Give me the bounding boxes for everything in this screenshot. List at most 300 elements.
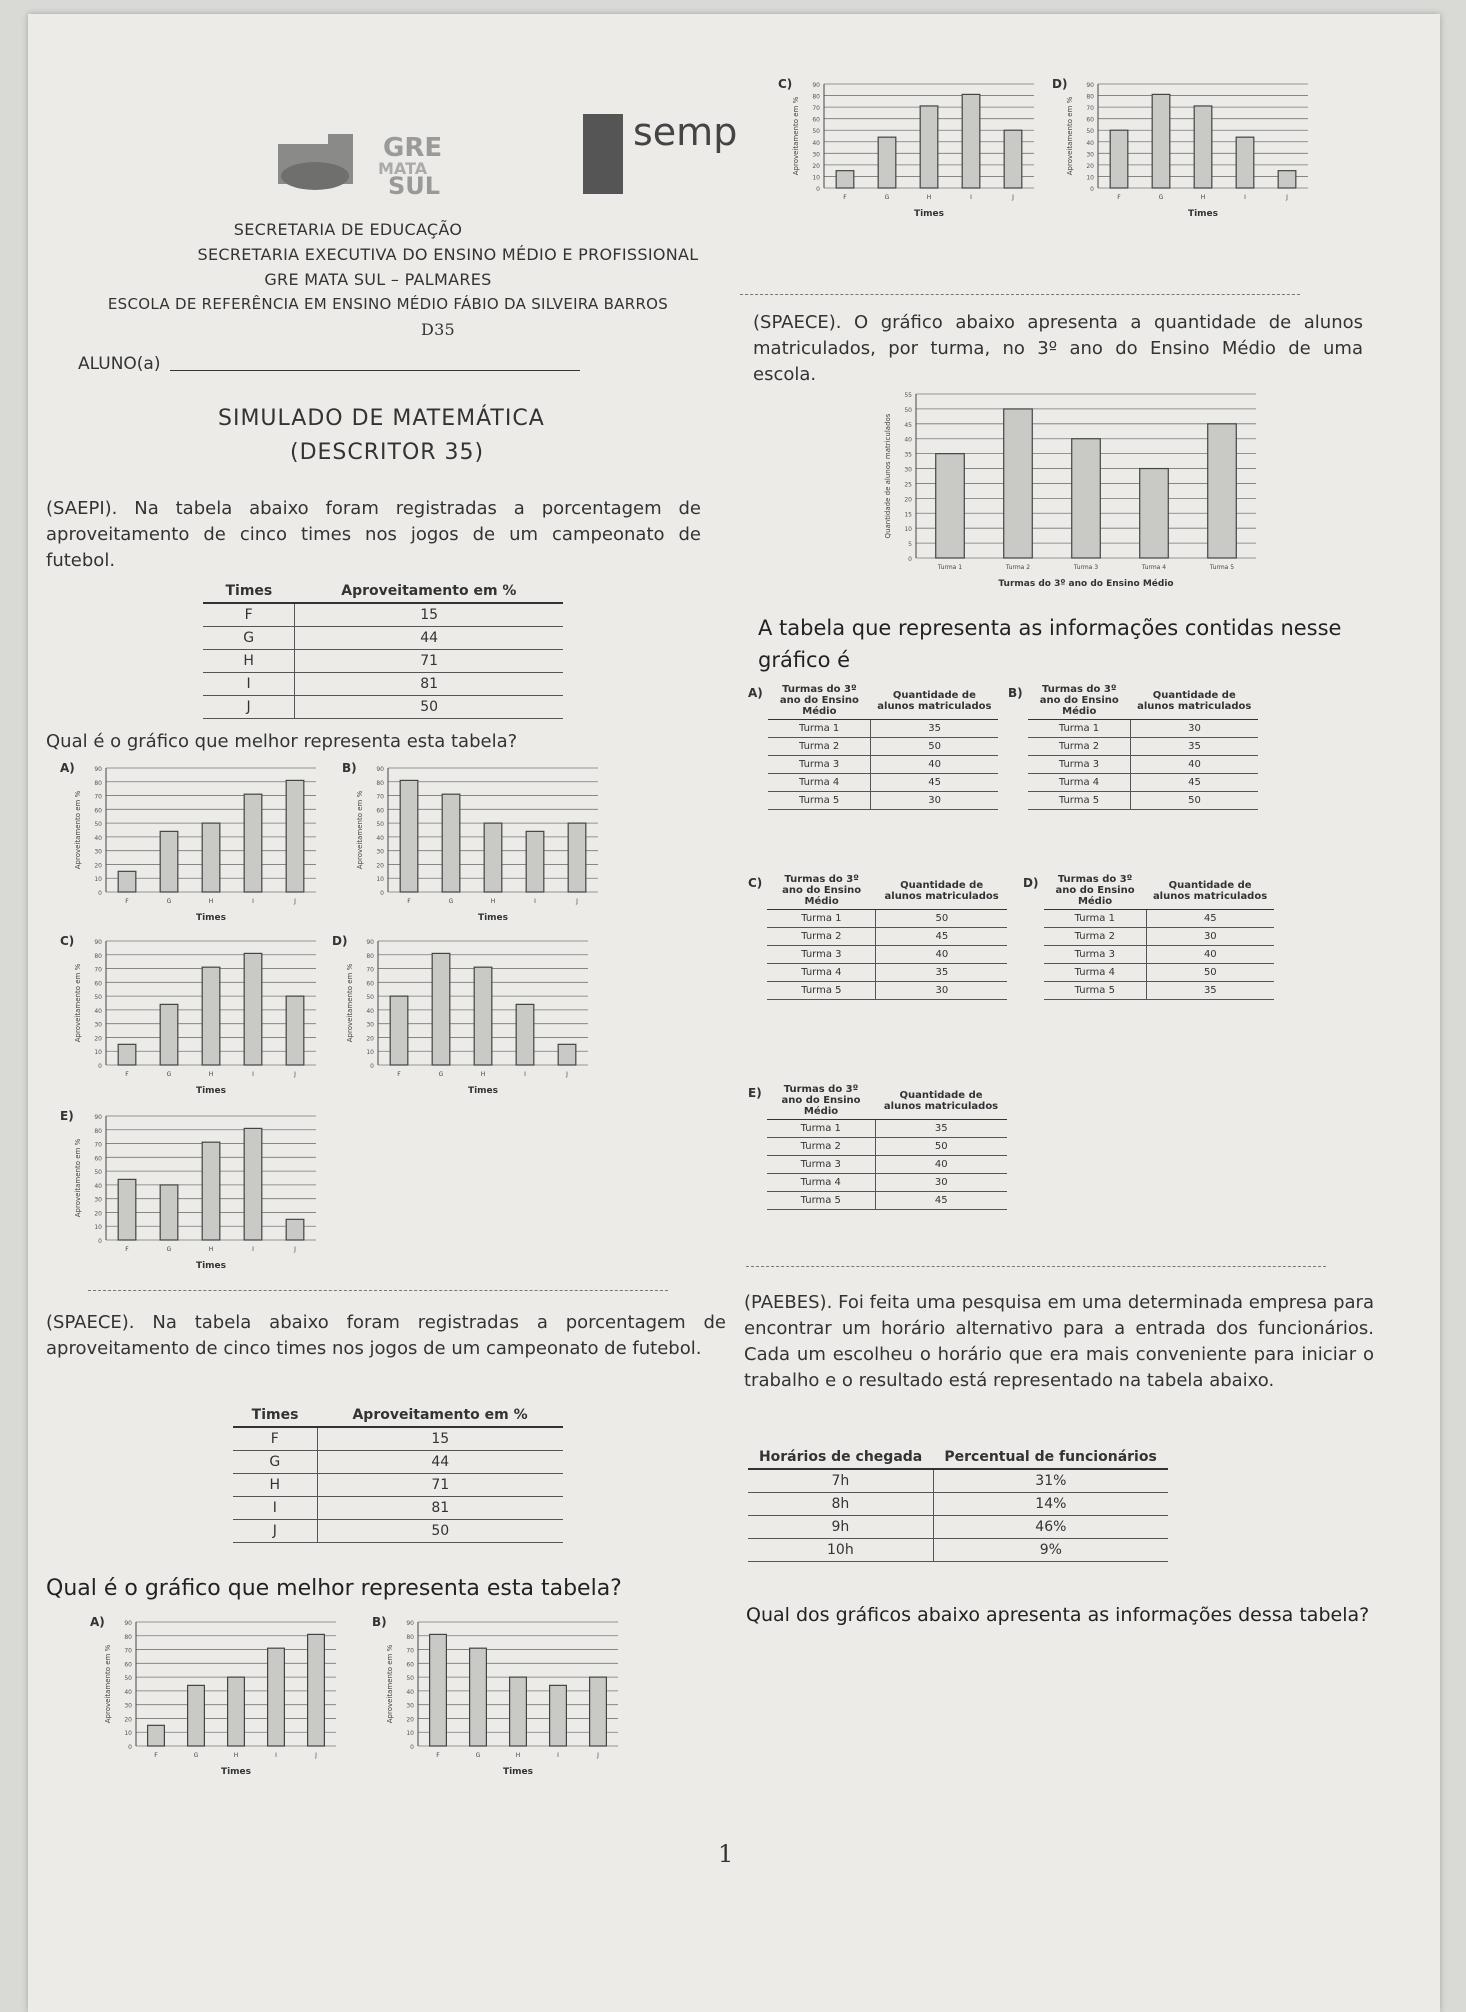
q2-option-a xyxy=(748,682,998,810)
x-tick-label: H xyxy=(208,1071,214,1078)
option-label: E) xyxy=(748,1086,762,1100)
y-tick-label: 60 xyxy=(124,1661,132,1669)
bar xyxy=(160,831,178,892)
logo-sul-text: SUL xyxy=(388,172,441,200)
y-tick-label: 90 xyxy=(406,1620,414,1627)
table-cell: Turma 3 xyxy=(1044,946,1147,964)
x-tick-label: J xyxy=(1012,194,1014,201)
y-tick-label: 90 xyxy=(94,939,102,946)
bar xyxy=(1208,424,1237,558)
table-cell: 15 xyxy=(295,603,563,627)
table-cell: H xyxy=(203,650,295,673)
table-cell: 10h xyxy=(748,1539,933,1562)
bar xyxy=(268,1648,285,1746)
table-cell: Turma 2 xyxy=(767,1138,876,1156)
y-tick-label: 20 xyxy=(94,1035,102,1043)
y-tick-label: 0 xyxy=(908,556,912,563)
bar xyxy=(286,1219,304,1240)
y-tick-label: 60 xyxy=(812,116,820,124)
table-cell: G xyxy=(233,1451,317,1474)
option-label: A) xyxy=(60,761,75,775)
x-tick-label: F xyxy=(125,1246,129,1253)
option-label: A) xyxy=(90,1615,105,1629)
q1-option-b-chart xyxy=(340,756,610,926)
table-header: Horários de chegada xyxy=(748,1446,933,1469)
y-tick-label: 90 xyxy=(1086,82,1094,89)
bar xyxy=(470,1648,487,1746)
q2-option-b xyxy=(1008,682,1258,810)
table-cell: 31% xyxy=(933,1469,1168,1493)
table-header: Times xyxy=(233,1404,317,1427)
table-header: Quantidade de alunos matriculados xyxy=(871,682,998,720)
x-tick-label: I xyxy=(252,1071,254,1078)
y-tick-label: 55 xyxy=(904,392,912,399)
bar xyxy=(244,794,262,892)
table-cell: Turma 1 xyxy=(767,910,876,928)
table-cell: 40 xyxy=(875,1156,1007,1174)
q2-top-d-chart xyxy=(1050,72,1320,222)
y-tick-label: 90 xyxy=(376,766,384,773)
q2-top-c-chart xyxy=(776,72,1046,222)
table-cell: 45 xyxy=(1147,910,1274,928)
option-label: B) xyxy=(342,761,357,775)
table-cell: 50 xyxy=(876,910,1008,928)
x-tick-label: J xyxy=(566,1071,568,1078)
table-cell: 30 xyxy=(876,982,1008,1000)
y-tick-label: 30 xyxy=(94,1021,102,1029)
y-tick-label: 20 xyxy=(1086,162,1094,170)
x-axis-label: Times xyxy=(220,1767,252,1777)
y-tick-label: 80 xyxy=(94,1127,102,1135)
y-tick-label: 20 xyxy=(376,862,384,870)
bar xyxy=(962,94,980,188)
q4-statement: (PAEBES). Foi feita uma pesquisa em uma determinada empresa para encontrar um horário alternativo para a entrada dos funcionários. Cada um escolheu o horário que era mais conveniente para iniciar o trabalho e o resultado está representado na tabela abaixo. xyxy=(744,1292,1374,1391)
x-tick-label: G xyxy=(166,898,172,905)
table-cell: Turma 4 xyxy=(1028,774,1131,792)
q1-option-c-chart xyxy=(58,929,328,1099)
table-cell: 35 xyxy=(871,720,998,738)
bar xyxy=(590,1677,607,1746)
gre-logo-graphic xyxy=(268,124,498,204)
x-axis-label: Turmas do 3º ano do Ensino Médio xyxy=(998,579,1174,589)
x-tick-label: F xyxy=(1117,194,1121,201)
y-tick-label: 45 xyxy=(904,421,912,429)
bar xyxy=(1004,130,1022,188)
y-tick-label: 10 xyxy=(904,526,912,534)
table-cell: 35 xyxy=(875,1120,1007,1138)
bar xyxy=(1110,130,1128,188)
q2-option-c xyxy=(748,872,1007,1000)
bar xyxy=(286,996,304,1065)
y-axis-label: Aproveitamento em % xyxy=(346,963,354,1043)
bar xyxy=(430,1634,447,1746)
table-cell: Turma 1 xyxy=(1028,720,1131,738)
y-tick-label: 10 xyxy=(366,1049,374,1057)
q1-option-a-chart xyxy=(58,756,328,926)
x-tick-label: G xyxy=(475,1752,481,1759)
table-cell: 50 xyxy=(295,696,563,719)
y-tick-label: 20 xyxy=(366,1035,374,1043)
bar xyxy=(308,1634,325,1746)
x-axis-label: Times xyxy=(1187,209,1219,219)
table-header: Turmas do 3º ano do Ensino Médio xyxy=(1044,872,1147,910)
q2-question: A tabela que representa as informações contidas nesse gráfico é xyxy=(758,616,1342,672)
x-tick-label: I xyxy=(1244,194,1246,201)
bar xyxy=(1004,409,1033,558)
x-tick-label: F xyxy=(407,898,411,905)
bar xyxy=(188,1685,205,1746)
x-tick-label: Turma 3 xyxy=(1073,564,1099,571)
x-tick-label: G xyxy=(884,194,890,201)
bar xyxy=(228,1677,245,1746)
table-cell: 71 xyxy=(317,1474,563,1497)
table-cell: 71 xyxy=(295,650,563,673)
x-tick-label: I xyxy=(275,1752,277,1759)
option-label: C) xyxy=(748,876,763,890)
table-cell: F xyxy=(203,603,295,627)
x-tick-label: G xyxy=(166,1246,172,1253)
table-cell: J xyxy=(203,696,295,719)
y-tick-label: 0 xyxy=(128,1744,132,1751)
descriptor-code: D35 xyxy=(420,320,456,339)
y-tick-label: 30 xyxy=(904,466,912,474)
table-cell: 35 xyxy=(1131,738,1258,756)
y-tick-label: 0 xyxy=(1090,186,1094,193)
x-tick-label: F xyxy=(125,1071,129,1078)
bar xyxy=(432,953,450,1065)
table-cell: 40 xyxy=(1147,946,1274,964)
y-tick-label: 10 xyxy=(94,1224,102,1232)
y-tick-label: 50 xyxy=(812,128,820,136)
y-tick-label: 80 xyxy=(94,952,102,960)
table-cell: 45 xyxy=(876,928,1008,946)
bar xyxy=(1278,171,1296,188)
y-tick-label: 30 xyxy=(1086,151,1094,159)
bar xyxy=(484,823,502,892)
table-cell: Turma 5 xyxy=(767,1192,876,1210)
x-tick-label: H xyxy=(490,898,496,905)
y-tick-label: 80 xyxy=(366,952,374,960)
x-tick-label: G xyxy=(1158,194,1164,201)
bar xyxy=(936,454,965,558)
x-tick-label: Turma 2 xyxy=(1005,564,1031,571)
x-tick-label: G xyxy=(166,1071,172,1078)
x-tick-label: J xyxy=(294,898,296,905)
bar xyxy=(244,953,262,1065)
y-tick-label: 20 xyxy=(406,1716,414,1724)
table-header: Quantidade de alunos matriculados xyxy=(1147,872,1274,910)
x-tick-label: F xyxy=(843,194,847,201)
x-tick-label: J xyxy=(597,1752,599,1759)
y-tick-label: 80 xyxy=(1086,93,1094,101)
y-tick-label: 40 xyxy=(366,1007,374,1015)
bar xyxy=(118,1044,136,1065)
bar xyxy=(1194,106,1212,188)
y-tick-label: 5 xyxy=(908,541,912,549)
bar xyxy=(836,171,854,188)
bar xyxy=(160,1004,178,1065)
q2-option-e xyxy=(748,1082,1007,1210)
question-separator xyxy=(740,294,1300,295)
y-tick-label: 80 xyxy=(406,1633,414,1641)
bar xyxy=(1140,469,1169,558)
y-axis-label: Aproveitamento em % xyxy=(104,1644,112,1724)
x-tick-label: H xyxy=(208,1246,214,1253)
gre-mata-sul-logo xyxy=(268,124,498,204)
y-tick-label: 50 xyxy=(406,1675,414,1683)
y-tick-label: 20 xyxy=(904,496,912,504)
table-cell: 30 xyxy=(1131,720,1258,738)
x-tick-label: J xyxy=(1286,194,1288,201)
x-axis-label: Times xyxy=(502,1767,534,1777)
x-tick-label: I xyxy=(534,898,536,905)
y-axis-label: Quantidade de alunos matriculados xyxy=(884,413,892,539)
option-label: A) xyxy=(748,686,763,700)
table-header: Quantidade de alunos matriculados xyxy=(875,1082,1007,1120)
y-tick-label: 0 xyxy=(370,1063,374,1070)
y-axis-label: Aproveitamento em % xyxy=(1066,96,1074,176)
y-tick-label: 60 xyxy=(376,807,384,815)
bar xyxy=(202,1142,220,1240)
x-tick-label: F xyxy=(397,1071,401,1078)
table-cell: Turma 4 xyxy=(767,964,876,982)
option-label: D) xyxy=(1023,876,1039,890)
table-cell: Turma 2 xyxy=(1028,738,1131,756)
table-cell: H xyxy=(233,1474,317,1497)
y-tick-label: 30 xyxy=(812,151,820,159)
y-tick-label: 40 xyxy=(94,834,102,842)
aluno-name-line xyxy=(170,370,580,371)
q3-question: Qual é o gráfico que melhor representa esta tabela? xyxy=(46,1576,622,1601)
y-tick-label: 70 xyxy=(406,1647,414,1655)
bar xyxy=(118,871,136,892)
x-tick-label: H xyxy=(233,1752,239,1759)
table-cell: Turma 4 xyxy=(768,774,871,792)
option-label: C) xyxy=(778,77,793,91)
y-axis-label: Aproveitamento em % xyxy=(356,790,364,870)
table-cell: 8h xyxy=(748,1493,933,1516)
table-cell: Turma 1 xyxy=(768,720,871,738)
y-tick-label: 0 xyxy=(98,1063,102,1070)
y-tick-label: 10 xyxy=(376,876,384,884)
x-axis-label: Times xyxy=(477,913,509,923)
bar xyxy=(148,1725,165,1746)
q4-horarios-table xyxy=(748,1446,1168,1562)
y-tick-label: 70 xyxy=(366,966,374,974)
y-tick-label: 40 xyxy=(406,1688,414,1696)
y-tick-label: 40 xyxy=(94,1182,102,1190)
bar xyxy=(202,823,220,892)
bar xyxy=(558,1044,576,1065)
table-cell: G xyxy=(203,627,295,650)
table-cell: 46% xyxy=(933,1516,1168,1539)
table-cell: 9% xyxy=(933,1539,1168,1562)
y-tick-label: 10 xyxy=(812,174,820,182)
question-separator xyxy=(88,1290,668,1291)
x-tick-label: H xyxy=(1200,194,1206,201)
y-tick-label: 60 xyxy=(94,807,102,815)
table-header: Percentual de funcionários xyxy=(933,1446,1168,1469)
semp-logo-text: semp xyxy=(633,110,738,154)
x-tick-label: J xyxy=(294,1246,296,1253)
y-tick-label: 35 xyxy=(904,451,912,459)
y-axis-label: Aproveitamento em % xyxy=(792,96,800,176)
option-label: B) xyxy=(372,1615,387,1629)
bar xyxy=(550,1685,567,1746)
y-tick-label: 30 xyxy=(376,848,384,856)
y-tick-label: 15 xyxy=(904,511,912,519)
table-cell: 50 xyxy=(871,738,998,756)
y-tick-label: 80 xyxy=(376,779,384,787)
y-tick-label: 10 xyxy=(124,1730,132,1738)
x-tick-label: I xyxy=(970,194,972,201)
exam-subtitle: (DESCRITOR 35) xyxy=(290,440,485,465)
table-cell: 15 xyxy=(317,1427,563,1451)
table-cell: Turma 5 xyxy=(1044,982,1147,1000)
exam-page xyxy=(28,14,1440,2012)
y-tick-label: 10 xyxy=(406,1730,414,1738)
bar xyxy=(442,794,460,892)
x-tick-label: G xyxy=(193,1752,199,1759)
table-cell: Turma 2 xyxy=(767,928,876,946)
y-tick-label: 10 xyxy=(94,876,102,884)
y-tick-label: 70 xyxy=(94,793,102,801)
question-separator xyxy=(746,1266,1326,1267)
y-tick-label: 50 xyxy=(904,406,912,414)
table-cell: 30 xyxy=(1147,928,1274,946)
y-tick-label: 0 xyxy=(816,186,820,193)
y-tick-label: 25 xyxy=(904,481,912,489)
table-cell: F xyxy=(233,1427,317,1451)
y-tick-label: 50 xyxy=(124,1675,132,1683)
bar xyxy=(286,780,304,892)
aluno-label: ALUNO(a) xyxy=(78,354,161,374)
x-tick-label: I xyxy=(557,1752,559,1759)
bar xyxy=(118,1179,136,1240)
table-cell: 7h xyxy=(748,1469,933,1493)
table-cell: 44 xyxy=(295,627,563,650)
y-tick-label: 40 xyxy=(904,436,912,444)
q1-times-table xyxy=(203,580,563,719)
q2-option-d xyxy=(1023,872,1274,1000)
y-tick-label: 40 xyxy=(376,834,384,842)
y-tick-label: 60 xyxy=(94,980,102,988)
table-cell: 40 xyxy=(1131,756,1258,774)
table-cell: 50 xyxy=(317,1520,563,1543)
x-tick-label: J xyxy=(315,1752,317,1759)
y-tick-label: 80 xyxy=(124,1633,132,1641)
q3-option-b-chart xyxy=(370,1610,630,1780)
table-cell: 30 xyxy=(875,1174,1007,1192)
y-tick-label: 40 xyxy=(94,1007,102,1015)
y-tick-label: 70 xyxy=(376,793,384,801)
y-tick-label: 50 xyxy=(94,994,102,1002)
table-cell: 35 xyxy=(1147,982,1274,1000)
q2-statement: (SPAECE). O gráfico abaixo apresenta a quantidade de alunos matriculados, por turma, no 3º ano do Ensino Médio de uma escola. xyxy=(753,312,1363,385)
option-label: D) xyxy=(1052,77,1068,91)
y-tick-label: 0 xyxy=(380,890,384,897)
bar xyxy=(920,106,938,188)
x-tick-label: H xyxy=(208,898,214,905)
y-tick-label: 70 xyxy=(94,966,102,974)
bar xyxy=(1236,137,1254,188)
y-tick-label: 20 xyxy=(124,1716,132,1724)
table-header: Aproveitamento em % xyxy=(295,580,563,603)
table-cell: Turma 4 xyxy=(1044,964,1147,982)
y-axis-label: Aproveitamento em % xyxy=(386,1644,394,1724)
x-tick-label: I xyxy=(252,898,254,905)
table-header: Turmas do 3º ano do Ensino Médio xyxy=(1028,682,1131,720)
bar xyxy=(568,823,586,892)
table-cell: Turma 5 xyxy=(1028,792,1131,810)
x-tick-label: G xyxy=(438,1071,444,1078)
page-number: 1 xyxy=(718,1840,734,1868)
q4-question: Qual dos gráficos abaixo apresenta as informações dessa tabela? xyxy=(746,1604,1370,1626)
option-label: B) xyxy=(1008,686,1023,700)
x-tick-label: J xyxy=(294,1071,296,1078)
table-cell: Turma 1 xyxy=(1044,910,1147,928)
secretaria-line: SECRETARIA DE EDUCAÇÃO xyxy=(233,220,463,239)
table-cell: 9h xyxy=(748,1516,933,1539)
y-tick-label: 10 xyxy=(1086,174,1094,182)
y-tick-label: 40 xyxy=(1086,139,1094,147)
y-tick-label: 50 xyxy=(94,821,102,829)
y-tick-label: 20 xyxy=(94,1210,102,1218)
y-tick-label: 50 xyxy=(94,1169,102,1177)
y-axis-label: Aproveitamento em % xyxy=(74,790,82,870)
table-header: Turmas do 3º ano do Ensino Médio xyxy=(767,872,876,910)
table-cell: I xyxy=(233,1497,317,1520)
y-tick-label: 40 xyxy=(812,139,820,147)
table-cell: J xyxy=(233,1520,317,1543)
table-cell: Turma 5 xyxy=(768,792,871,810)
table-cell: 50 xyxy=(1147,964,1274,982)
table-cell: Turma 3 xyxy=(767,946,876,964)
q1-option-d-chart xyxy=(330,929,600,1099)
table-cell: Turma 2 xyxy=(768,738,871,756)
exam-title: SIMULADO DE MATEMÁTICA xyxy=(218,406,545,431)
table-cell: 81 xyxy=(317,1497,563,1520)
y-tick-label: 50 xyxy=(366,994,374,1002)
table-cell: 50 xyxy=(875,1138,1007,1156)
option-label: D) xyxy=(332,934,348,948)
table-cell: Turma 3 xyxy=(1028,756,1131,774)
bar xyxy=(1152,94,1170,188)
x-tick-label: H xyxy=(515,1752,521,1759)
y-tick-label: 60 xyxy=(406,1661,414,1669)
y-tick-label: 90 xyxy=(124,1620,132,1627)
table-cell: 50 xyxy=(1131,792,1258,810)
table-cell: Turma 1 xyxy=(767,1120,876,1138)
y-tick-label: 20 xyxy=(94,862,102,870)
x-tick-label: F xyxy=(154,1752,158,1759)
table-header: Aproveitamento em % xyxy=(317,1404,563,1427)
semp-logo-mark xyxy=(583,114,623,194)
table-cell: 45 xyxy=(1131,774,1258,792)
gre-line: GRE MATA SUL – PALMARES xyxy=(264,270,492,289)
y-tick-label: 70 xyxy=(812,105,820,113)
table-cell: 14% xyxy=(933,1493,1168,1516)
table-cell: I xyxy=(203,673,295,696)
table-cell: Turma 2 xyxy=(1044,928,1147,946)
y-tick-label: 90 xyxy=(94,766,102,773)
table-cell: 40 xyxy=(871,756,998,774)
table-cell: 35 xyxy=(876,964,1008,982)
y-tick-label: 70 xyxy=(94,1141,102,1149)
y-tick-label: 40 xyxy=(124,1688,132,1696)
x-tick-label: G xyxy=(448,898,454,905)
table-header: Turmas do 3º ano do Ensino Médio xyxy=(768,682,871,720)
